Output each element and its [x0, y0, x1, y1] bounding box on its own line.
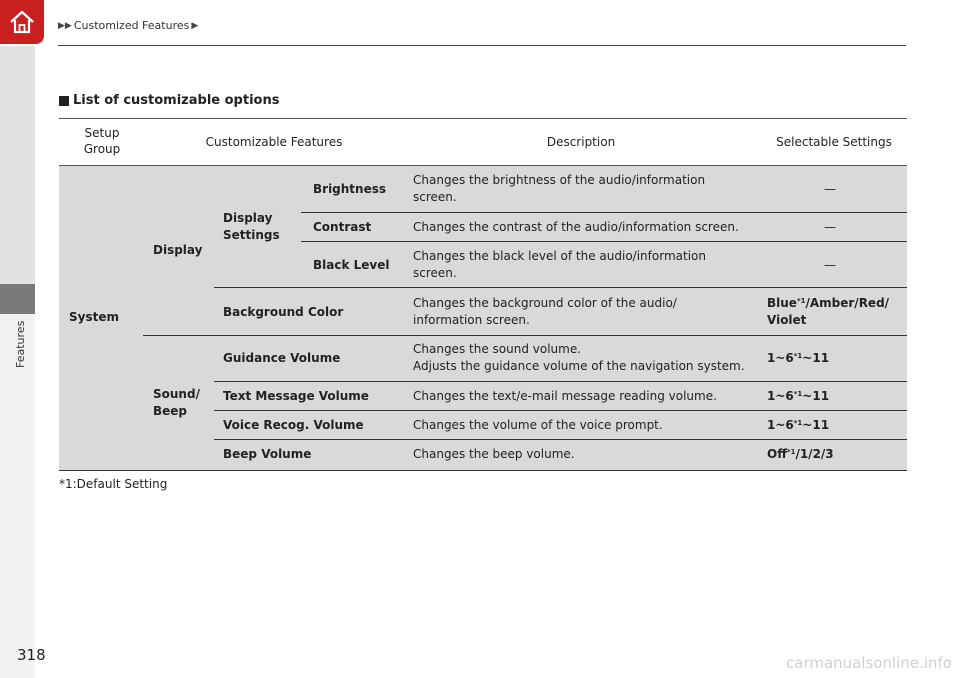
header-customizable-features: Customizable Features: [205, 135, 343, 149]
setting-voice-recog-volume: 1~6$^{*1}$~11: [767, 418, 830, 432]
setting-contrast: —: [824, 220, 836, 234]
feature-black-level: Black Level: [313, 258, 390, 272]
subgroup-sound-beep: Sound/ Beep: [153, 387, 200, 418]
sidebar-tab-features[interactable]: [0, 284, 35, 314]
description-brightness: Changes the brightness of the audio/information screen.: [413, 173, 706, 204]
table-header: [59, 118, 907, 166]
footnote: *1:Default Setting: [59, 477, 168, 491]
description-text-message-volume: Changes the text/e-mail message reading volume.: [413, 389, 717, 403]
feature-background-color: Background Color: [223, 305, 344, 319]
subgroup-display: Display: [153, 243, 203, 257]
group-system: System: [69, 310, 119, 324]
description-contrast: Changes the contrast of the audio/information screen.: [413, 220, 739, 234]
customizable-options-table: [59, 118, 907, 471]
feature-contrast: Contrast: [313, 220, 372, 234]
square-bullet-icon: [59, 96, 69, 106]
feature-beep-volume: Beep Volume: [223, 447, 312, 461]
subgroup-display-settings: Display Settings: [223, 211, 280, 242]
setting-brightness: —: [824, 182, 836, 196]
description-black-level: Changes the black level of the audio/information screen.: [413, 249, 706, 280]
sidebar-band: [0, 46, 35, 284]
sidebar-band-light: [0, 314, 35, 678]
home-button[interactable]: [0, 0, 44, 44]
header-description: Description: [546, 135, 616, 149]
footer-watermark: carmanualsonline.info: [786, 654, 952, 672]
description-background-color: Changes the background color of the audio/ information screen.: [413, 296, 677, 327]
setting-black-level: —: [824, 258, 836, 272]
header-selectable-settings: Selectable Settings: [776, 135, 892, 149]
header-rule: [58, 45, 906, 46]
table-body: [59, 166, 907, 471]
feature-voice-recog-volume: Voice Recog. Volume: [223, 418, 364, 432]
setting-beep-volume: Off$^{*1}$/1/2/3: [767, 447, 834, 461]
breadcrumb: [58, 19, 198, 32]
header-setup-group: Setup Group: [83, 126, 121, 156]
breadcrumb-link[interactable]: Customized Features: [73, 19, 190, 32]
description-voice-recog-volume: Changes the volume of the voice prompt.: [413, 418, 663, 432]
description-beep-volume: Changes the beep volume.: [413, 447, 575, 461]
sidebar-section-label: Features: [14, 320, 27, 368]
setting-guidance-volume: 1~6$^{*1}$~11: [767, 351, 830, 365]
setting-background-color: Blue$^{*1}$/Amber/Red/ Violet: [767, 296, 890, 327]
feature-text-message-volume: Text Message Volume: [223, 389, 369, 403]
page-number: 318: [17, 646, 46, 664]
section-title: List of customizable options: [59, 93, 279, 108]
description-guidance-volume: Changes the sound volume. Adjusts the guidance volume of the navigation system.: [413, 342, 745, 373]
feature-guidance-volume: Guidance Volume: [223, 351, 341, 365]
setting-text-message-volume: 1~6$^{*1}$~11: [767, 389, 830, 403]
triangle-right-icon: ▶▶: [58, 20, 72, 31]
home-icon: [7, 7, 37, 37]
triangle-right-icon: ▶: [191, 20, 199, 31]
feature-brightness: Brightness: [313, 182, 387, 196]
